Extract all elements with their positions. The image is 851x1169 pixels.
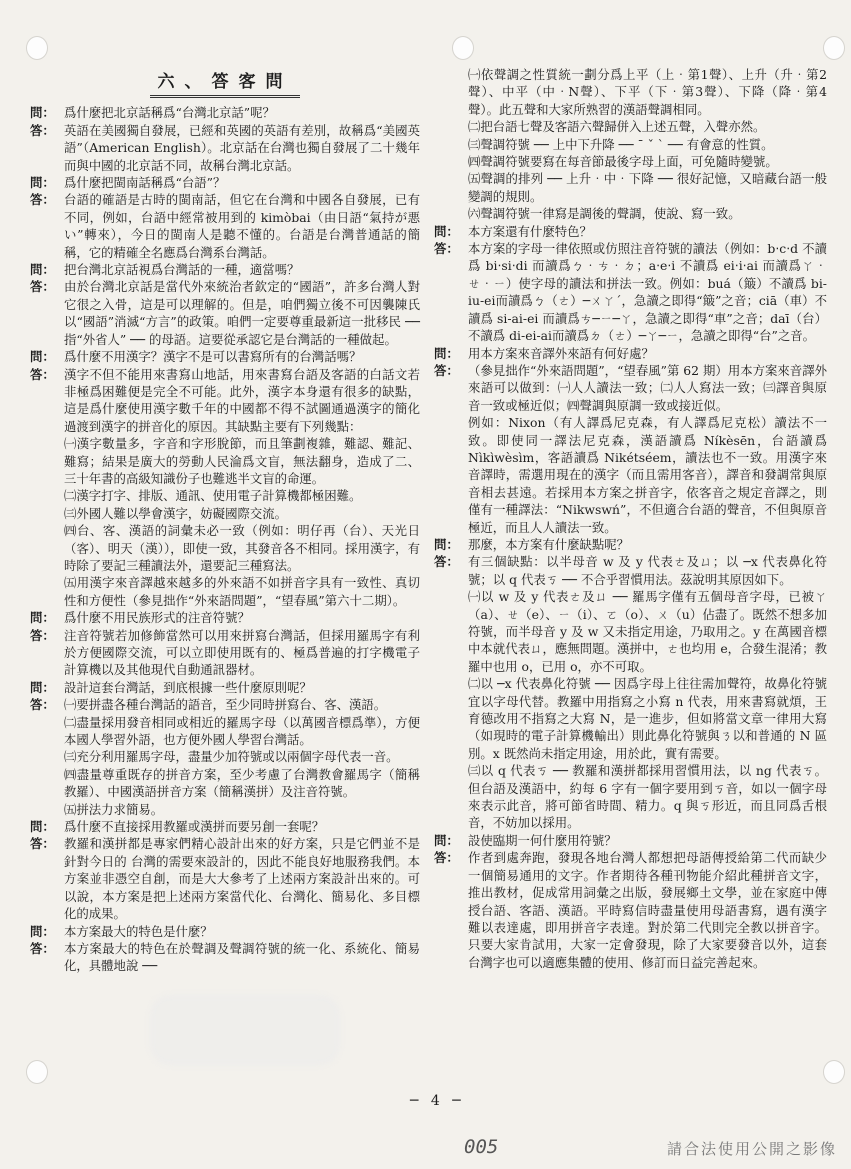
punch-hole — [26, 1060, 48, 1084]
question — [30, 679, 420, 696]
answer-list-item: ㈢以 q 代表ㄎ ── 教羅和漢拼都採用習慣用法，以 ng 代表ㄎ。但台語及漢語中，約每 6 字有一個字要用到ㄎ音，如以一個字母來表示此音，將可節省時間、精力。q 與ㄎ形近，而且同爲舌根音，不妨加以採用。 — [468, 763, 827, 831]
question-text: 本方案最大的特色是什麼？ — [64, 923, 213, 939]
question-label: 問： — [30, 610, 55, 626]
answer-text: 英語在美國獨自發展，已經和英國的英語有差別，故稱爲“美國英語”（American English）。北京話在台灣也獨自發展了二十幾年而與中國的北京話不同，故稱台灣北京話。 — [64, 122, 420, 173]
answer-list-item: ㈥聲調符號一律寫是調後的聲調，使說、寫一致。 — [468, 206, 741, 222]
question-label: 問： — [30, 175, 55, 191]
question-label: 問： — [434, 536, 459, 552]
answer — [30, 191, 420, 261]
page-number: ─ 4 ─ — [410, 1093, 465, 1109]
question-text: 把台灣北京話視爲台灣話的一種，適當嗎？ — [64, 262, 300, 278]
watermark: 請合法使用公開之影像 — [666, 1140, 837, 1158]
answer-text: 本方案最大的特色在於聲調及聲調符號的統一化、系統化、簡易化，具體地說 ── — [64, 940, 420, 974]
answer-text: 有三個缺點：以半母音 w 及 y 代表ㄜ及ㄩ；以 ─x 代表鼻化符號；以 q 代表ㄎ ── 不合乎習慣用法。茲說明其原因如下。 — [468, 554, 827, 587]
answer-label: 答： — [434, 362, 459, 378]
answer-list-item: ㈤聲調的排列 ── 上升‧中‧下降 ── 很好記憶，又暗藏台語一般變調的規則。 — [468, 171, 827, 204]
question — [30, 174, 420, 191]
answer-list-item: ㈡盡量採用發音相同或相近的羅馬字母（以萬國音標爲準），方便本國人學習外語，也方便外國人學習台灣話。 — [64, 714, 420, 748]
answer-label: 答： — [30, 940, 55, 956]
answer-text: （參見拙作“外來語問題”，“望春風”第 62 期）用本方案來音譯外來語可以做到：㈠人人讀法一致；㈡人人寫法一致；㈢譯音與原音一致或極近似；㈣聲調與原調一致或接近似。 — [468, 362, 827, 413]
question — [434, 345, 827, 362]
answer-list-item: ㈣聲調符號要寫在每音節最後字母上面，可免隨時變號。 — [468, 154, 778, 170]
answer-label: 答： — [30, 697, 55, 713]
question — [30, 104, 420, 121]
question — [30, 609, 420, 626]
left-column — [30, 66, 420, 975]
answer-list-item: ㈣盡量尊重既存的拼音方案，至少考慮了台灣教會羅馬字（簡稱教羅）、中國漢語拼音方案（簡稱漢拼）及注音符號。 — [64, 766, 420, 800]
answer — [30, 122, 420, 174]
question-label: 問： — [434, 223, 459, 239]
question-label: 問： — [30, 349, 55, 365]
question-text: 設計這套台灣話，到底根據一些什麼原則呢？ — [64, 679, 312, 695]
question-label: 問： — [30, 679, 55, 695]
answer — [30, 366, 420, 436]
punch-hole — [452, 36, 474, 60]
answer — [30, 696, 420, 713]
left-qa-list — [30, 104, 420, 974]
punch-hole — [26, 36, 48, 60]
answer-label: 答： — [30, 122, 55, 138]
answer — [30, 627, 420, 679]
question-label: 問： — [30, 105, 55, 121]
answer-label: 答： — [30, 366, 55, 382]
question-text: 爲什麼把閩南話稱爲“台語”？ — [64, 175, 226, 191]
answer-label: 答： — [434, 850, 459, 866]
question — [30, 261, 420, 278]
handwritten-stamp-number: 005 — [464, 1136, 499, 1158]
answer-list-item: ㈠以 w 及 y 代表ㄜ及ㄩ ── 羅馬字僅有五個母音字母，已被ㄚ（a）、ㄝ（e）、ㄧ（i）、ㄛ（o）、ㄨ（u）佔盡了。既然不想多加符號，而半母音 y 及 w 又未指定用途，乃取用之。y 在萬國音標中本就代表ㄩ，應無問題。漢拼中，ㄜ也均用 e，合發生混淆；教羅中也用 o，已用 o，亦不可取。 — [468, 589, 827, 674]
answer-list-item: ㈢充分利用羅馬字母，盡量少加符號或以兩個字母代表一音。 — [64, 749, 399, 765]
answer — [434, 240, 827, 344]
blurred-seal — [150, 995, 340, 1065]
answer-text: 由於台灣北京話是當代外來統治者欽定的“國語”，許多台灣人對它很之入骨，這是可以理解的。但是，咱們獨立後不可因襲陳氏以“國語”消滅“方言”的政策。咱們一定要尊重最新這一批移民 ── 指“外省人” ── 的母語。這要從承認它是台灣話的一種做起。 — [64, 279, 420, 347]
question-text: 設使臨期一何什麼用符號？ — [468, 832, 617, 848]
question-text: 那麼，本方案有什麼缺點呢？ — [468, 536, 630, 552]
answer — [434, 362, 827, 414]
punch-hole — [823, 1060, 845, 1084]
punch-hole — [823, 36, 845, 60]
question-label: 問： — [30, 923, 55, 939]
answer-label: 答： — [30, 192, 55, 208]
section-heading: 六、答客問 — [157, 72, 293, 92]
answer — [434, 849, 827, 971]
question — [434, 832, 827, 849]
heading-underline — [150, 95, 300, 98]
question-text: 爲什麼不用民族形式的注音符號？ — [64, 610, 250, 626]
answer-list-item: ㈣台、客、漢語的詞彙未必一致（例如：明仔再（台）、天光日（客）、明天（漢）），即使一致，其發音各不相同。採用漢字，有時除了要記三種讀法外，還要記三種寫法。 — [64, 523, 420, 573]
question-label: 問： — [30, 262, 55, 278]
answer-text: 本方案的字母一律依照或仿照注音符號的讀法（例如：b‧c‧d 不讀爲 bi‧si‧di 而讀爲ㄅ‧ㄘ‧ㄉ；a‧e‧i 不讀爲 ei‧i‧ai 而讀爲ㄚ‧ㄝ‧ㄧ）使字母的讀法和拼法一致。例如：buá（簸）不讀爲 bi-iu-ei而讀爲ㄅ（ㄜ）─ㄨㄚˊ，急讀之即得“簸”之音；ciā（車）不讀爲 si-ai-ei 而讀爲ㄘ─ㄧ─ㄚ，急讀之即得“車”之音；daī（台）不讀爲 di-ei-ai而讀爲ㄉ（ㄜ）─ㄚ─ㄧ，急讀之即得“台”之音。 — [468, 241, 827, 344]
question-text: 爲什麼不直接採用教羅或漢拼而要另創一套呢？ — [64, 819, 325, 835]
answer — [30, 278, 420, 348]
question-text: 本方案還有什麼特色？ — [468, 223, 592, 239]
answer-text: 教羅和漢拼都是專家們精心設計出來的好方案，只是它們並不是針對今日的 台灣的需要來設計的，因此不能良好地服務我們。本方案並非憑空自創，而是大大參考了上述兩方案設計出來的。可以說，本方案是把上述兩方案當代化、台灣化、簡易化、多目標化的成果。 — [64, 836, 420, 922]
answer-list-item: 例如：Nixon（有人譯爲尼克森，有人譯爲尼克松）讀法不一致。即使同一譯法尼克森，漢語讀爲 Níkèsēn，台語讀爲 Nìkìwèsìm，客語讀爲 Nikétséem，讀法也不一致。用漢字來音譯時，需選用現在的漢字（而且需用客音），譯音和發調常與原音相去甚遠。若採用本方案之拼音字，依客音之規定音譯之，則僅有一種譯法：“Nikwswń”，不但適合台語的聲音，不但與原音極近，而且人人讀法一致。 — [468, 415, 827, 535]
answer-text: 台語的確語是古時的閩南話，但它在台灣和中國各自發展，已有不同，例如，台語中經常被用到的 kimòbai（由日語“氣持が悪い”轉來），今日的閩南人是聽不懂的。台語是台灣普通話的簡稱，它的精確全名應爲台灣系台灣話。 — [64, 192, 420, 260]
answer-list-item: ㈢外國人難以學會漢字，妨礙國際交流。 — [64, 505, 288, 521]
answer-label: 答： — [30, 836, 55, 852]
answer-text: ㈠要拼盡各種台灣話的語音，至少同時拼寫台、客、漢語。 — [64, 697, 387, 713]
answer-text: 作者到處奔跑，發現各地台灣人都想把母語傳授給第二代而缺少一個簡易通用的文字。作者期待各種刊物能介紹此種拼音文字，推出教材，促成常用詞彙之出版，發展鄉土文學，並在家庭中傳授台語、客語、漢語。平時寫信時盡量使用母語書寫，遇有漢字難以表達處，即用拼音字表達。對於第二代則完全教以拼音字。只要大家肯試用，大家一定會發現，除了大家要發音以外，這套台灣字也可以適應集體的使用、修訂而日益完善起來。 — [468, 850, 827, 970]
question-text: 爲什麼不用漢字？漢字不是可以書寫所有的台灣話嗎？ — [64, 349, 362, 365]
answer-label: 答： — [30, 279, 55, 295]
question-label: 問： — [30, 819, 55, 835]
question-text: 爲什麼把北京話稱爲“台灣北京話”呢？ — [64, 105, 275, 121]
answer-label: 答： — [30, 627, 55, 643]
answer-label: 答： — [434, 241, 459, 257]
answer-list-item: ㈤拼法力求簡易。 — [64, 801, 164, 817]
answer-list-item: ㈡以 ─x 代表鼻化符號 ── 因爲字母上往往需加聲符，故鼻化符號宜以字母代替。教羅中用指寫之小寫 n 代表，用來書寫就煩，王育德改用不指寫之大寫 N，是一進步，但如將當文章一律用大寫（如現時的電子計算機輸出）則此鼻化符號與ㄋ以和普通的 N 區別。x 既然尚未指定用途，用於此，實有需要。 — [468, 676, 827, 761]
answer — [434, 553, 827, 588]
answer-list-item: ㈠漢字數量多，字音和字形脫節，而且筆劃複雜，難認、難記、難寫；結果是廣大的勞動人民淪爲文盲，無法翻身，造成了二、三十年書的高級知識份子也難逃半文盲的命運。 — [64, 436, 420, 486]
answer-list-item: ㈢聲調符號 ── 上中下升降 ── ¯ ˇ ˋ ── 有會意的性質。 — [468, 136, 774, 152]
question — [30, 348, 420, 365]
answer-list-item: ㈠依聲調之性質統一劃分爲上平（上‧第1聲）、上升（升‧第2聲）、中平（中‧N聲）、下平（下‧第3聲）、下降（降‧第4聲）。此五聲和大家所熟習的漢語聲調相同。 — [468, 67, 827, 117]
answer-label: 答： — [434, 554, 459, 570]
answer-list-item: ㈡漢字打字、排版、通訊、使用電子計算機都極困難。 — [64, 488, 362, 504]
right-column — [434, 66, 827, 971]
answer-text: 注音符號若加修飾當然可以用來拼寫台灣話，但採用羅馬字有利於方便國際交流，可以立即使用既有的、極爲普遍的打字機電子計算機以及其他現代自動通訊器材。 — [64, 627, 420, 678]
answer-list-item: ㈤用漢字來音譯越來越多的外來語不如拼音字具有一致性、真切性和方便性（參見拙作“外來語問題”，“望春風”第六十二期）。 — [64, 575, 420, 608]
question — [434, 536, 827, 553]
answer-list-item: ㈡把台語七聲及客語六聲歸併入上述五聲，入聲亦然。 — [468, 119, 766, 135]
question — [434, 223, 827, 240]
question-text: 用本方案來音譯外來語有何好處？ — [468, 345, 654, 361]
question — [30, 923, 420, 940]
answer — [30, 940, 420, 975]
question — [30, 818, 420, 835]
answer — [30, 835, 420, 922]
question-label: 問： — [434, 832, 459, 848]
right-qa-list — [434, 66, 827, 971]
question-label: 問： — [434, 345, 459, 361]
answer-text: 漢字不但不能用來書寫山地話，用來書寫台語及客語的白話文若非極爲困難便是完全不可能。此外，漢字本身還有很多的缺點，這是爲什麼使用漢字數千年的中國都不得不試圖通過漢字的簡化過渡到漢字的拼音化的原因。其缺點主要有下列幾點： — [64, 366, 420, 434]
